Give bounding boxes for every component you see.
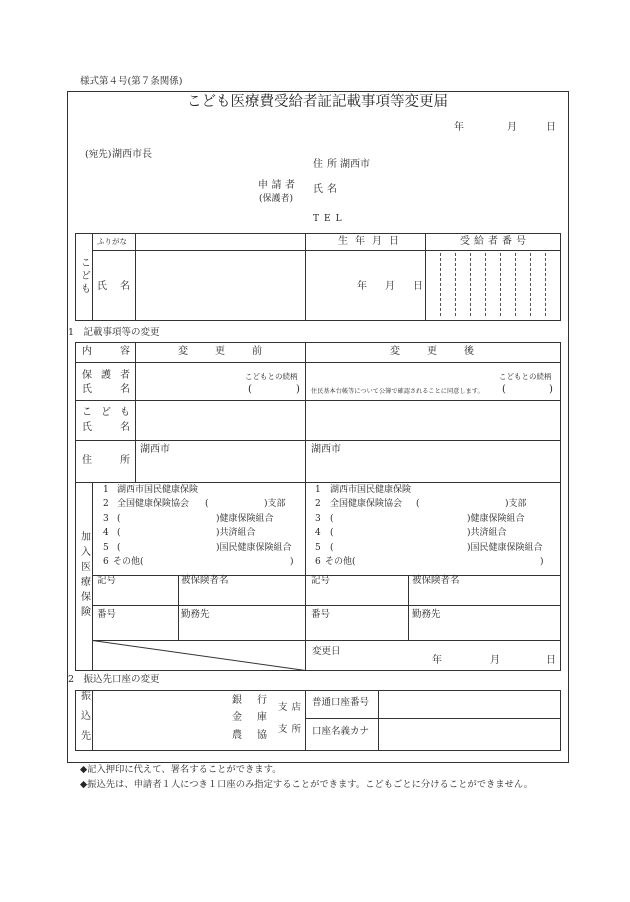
header-before: 変更前 <box>178 346 289 357</box>
after-option-2-text: 全国健康保険協会 <box>330 499 403 509</box>
note-signature: ◆記入押印に代えて、署名することができます。 <box>80 764 282 775</box>
institution-shinkin-label: 金庫 <box>232 712 282 723</box>
after-relation-paren-close: ) <box>549 384 553 395</box>
before-option-4-num: 4 <box>103 528 109 538</box>
bank-side-label-text: 振込先 <box>78 690 90 750</box>
after-option-3-num: 3 <box>315 514 321 524</box>
addressee-name: 湖西市長 <box>112 149 152 160</box>
after-insured-name-label: 被保険者名 <box>412 575 460 586</box>
section2-heading: 2 振込先口座の変更 <box>68 674 160 685</box>
child-birth-month-unit: 月 <box>385 281 395 292</box>
before-option-5-open: ( <box>117 543 121 553</box>
before-option-6-num: 6 <box>103 557 109 567</box>
form-title: こども医療費受給者証記載事項等変更届 <box>187 94 448 110</box>
child-name-label: 氏名 <box>97 281 143 292</box>
child-change-label-line1: こども <box>82 407 139 418</box>
after-option-4-open: ( <box>330 528 334 538</box>
after-option-2-num: 2 <box>315 499 321 509</box>
branch-shisho-label: 支所 <box>278 724 306 735</box>
before-option-2-num: 2 <box>103 499 109 509</box>
section1-heading: 1 記載事項等の変更 <box>68 327 160 338</box>
note-single-account: ◆振込先は、申請者１人につき１口座のみ指定することができます。こどもごとに分けることができません。 <box>80 779 534 790</box>
applicant-address-label: 住所 <box>313 159 341 170</box>
before-option-5-num: 5 <box>103 543 109 553</box>
institution-nokyo-label: 農協 <box>232 730 282 741</box>
before-option-2-close: )支部 <box>264 499 286 509</box>
child-side-label <box>75 233 92 320</box>
bank-side-label <box>75 690 92 750</box>
child-birth-year-unit: 年 <box>357 281 367 292</box>
guardian-label-line1: 保護者 <box>82 370 139 381</box>
after-option-2-open: ( <box>416 499 420 509</box>
before-number-label: 番号 <box>97 609 117 620</box>
after-employer-label: 勤務先 <box>412 609 441 620</box>
strike-diagonal-line <box>93 641 306 671</box>
after-option-4-close: )共済組合 <box>467 528 507 538</box>
applicant-address-value: 湖西市 <box>340 159 370 170</box>
before-option-4-close: )共済組合 <box>216 528 256 538</box>
date-year-label: 年 <box>454 122 464 133</box>
after-option-2-close: )支部 <box>505 499 527 509</box>
form-number: 様式第４号(第７条関係) <box>80 76 183 87</box>
applicant-tel-label: TEL <box>313 214 347 224</box>
after-option-6-num: 6 <box>315 557 321 567</box>
after-option-4-num: 4 <box>315 528 321 538</box>
before-option-3-open: ( <box>117 514 121 524</box>
before-option-6-text: その他( <box>113 557 144 567</box>
before-option-1-num: 1 <box>103 485 109 495</box>
branch-shiten-label: 支店 <box>278 702 306 713</box>
after-option-3-open: ( <box>330 514 334 524</box>
insurance-side-label <box>75 482 92 670</box>
after-option-5-num: 5 <box>315 543 321 553</box>
address-label: 住所 <box>82 455 158 466</box>
before-option-2-text: 全国健康保険協会 <box>117 499 190 509</box>
child-birth-header: 生年月日 <box>338 236 406 247</box>
after-option-3-close: )健康保険組合 <box>467 514 525 524</box>
before-option-3-close: )健康保険組合 <box>216 514 274 524</box>
after-option-5-close: )国民健康保険組合 <box>467 543 543 553</box>
date-day-label: 日 <box>546 122 556 133</box>
addressee-prefix: (宛先) <box>85 149 112 160</box>
after-symbol-label: 記号 <box>311 575 331 586</box>
before-relation-paren-close: ) <box>296 384 300 395</box>
guardian-label-line2: 氏名 <box>82 384 158 395</box>
account-holder-kana-label: 口座名義カナ <box>312 726 370 737</box>
before-symbol-label: 記号 <box>97 575 117 586</box>
before-relation-paren-open: ( <box>248 384 252 395</box>
recipient-number-header: 受給者番号 <box>460 236 530 247</box>
before-option-1-text: 湖西市国民健康保険 <box>117 485 199 495</box>
date-month-label: 月 <box>507 122 517 133</box>
before-option-6-close: ) <box>290 557 294 567</box>
before-address-prefix: 湖西市 <box>140 444 170 455</box>
child-change-label-line2: 氏名 <box>82 422 158 433</box>
after-consent-note: 住民基本台帳等について公簿で確認されることに同意します。 <box>311 388 484 395</box>
after-option-5-open: ( <box>330 543 334 553</box>
applicant-name-label: 氏名 <box>313 184 341 195</box>
before-option-5-close: )国民健康保険組合 <box>216 543 292 553</box>
before-option-3-num: 3 <box>103 514 109 524</box>
header-after: 変更後 <box>390 346 501 357</box>
insurance-side-label-text: 加入医療保険 <box>78 531 90 621</box>
institution-bank-label: 銀行 <box>232 695 282 706</box>
after-option-1-num: 1 <box>315 485 321 495</box>
recipient-number-digit-dividers <box>441 253 546 318</box>
before-option-2-open: ( <box>205 499 209 509</box>
header-content: 内容 <box>82 346 158 357</box>
before-employer-label: 勤務先 <box>181 609 210 620</box>
account-number-label: 普通口座番号 <box>312 697 370 708</box>
change-date-day-unit: 日 <box>546 655 556 666</box>
after-option-6-text: その他( <box>325 557 356 567</box>
child-furigana-label: ふりがな <box>97 237 127 246</box>
change-date-year-unit: 年 <box>432 655 442 666</box>
before-relation-label: こどもとの続柄 <box>245 372 298 381</box>
before-insured-name-label: 被保険者名 <box>181 575 229 586</box>
after-number-label: 番号 <box>311 609 331 620</box>
change-date-month-unit: 月 <box>490 655 500 666</box>
after-relation-paren-open: ( <box>502 384 506 395</box>
after-address-prefix: 湖西市 <box>311 444 341 455</box>
after-relation-label: こどもとの続柄 <box>499 372 552 381</box>
change-date-label: 変更日 <box>312 646 341 657</box>
child-side-label-text: こども <box>78 257 90 296</box>
before-option-4-open: ( <box>117 528 121 538</box>
applicant-label: 申請者 <box>258 180 299 191</box>
child-birth-day-unit: 日 <box>413 281 423 292</box>
after-option-6-close: ) <box>540 557 544 567</box>
applicant-sublabel: (保護者) <box>259 194 294 204</box>
after-option-1-text: 湖西市国民健康保険 <box>330 485 412 495</box>
